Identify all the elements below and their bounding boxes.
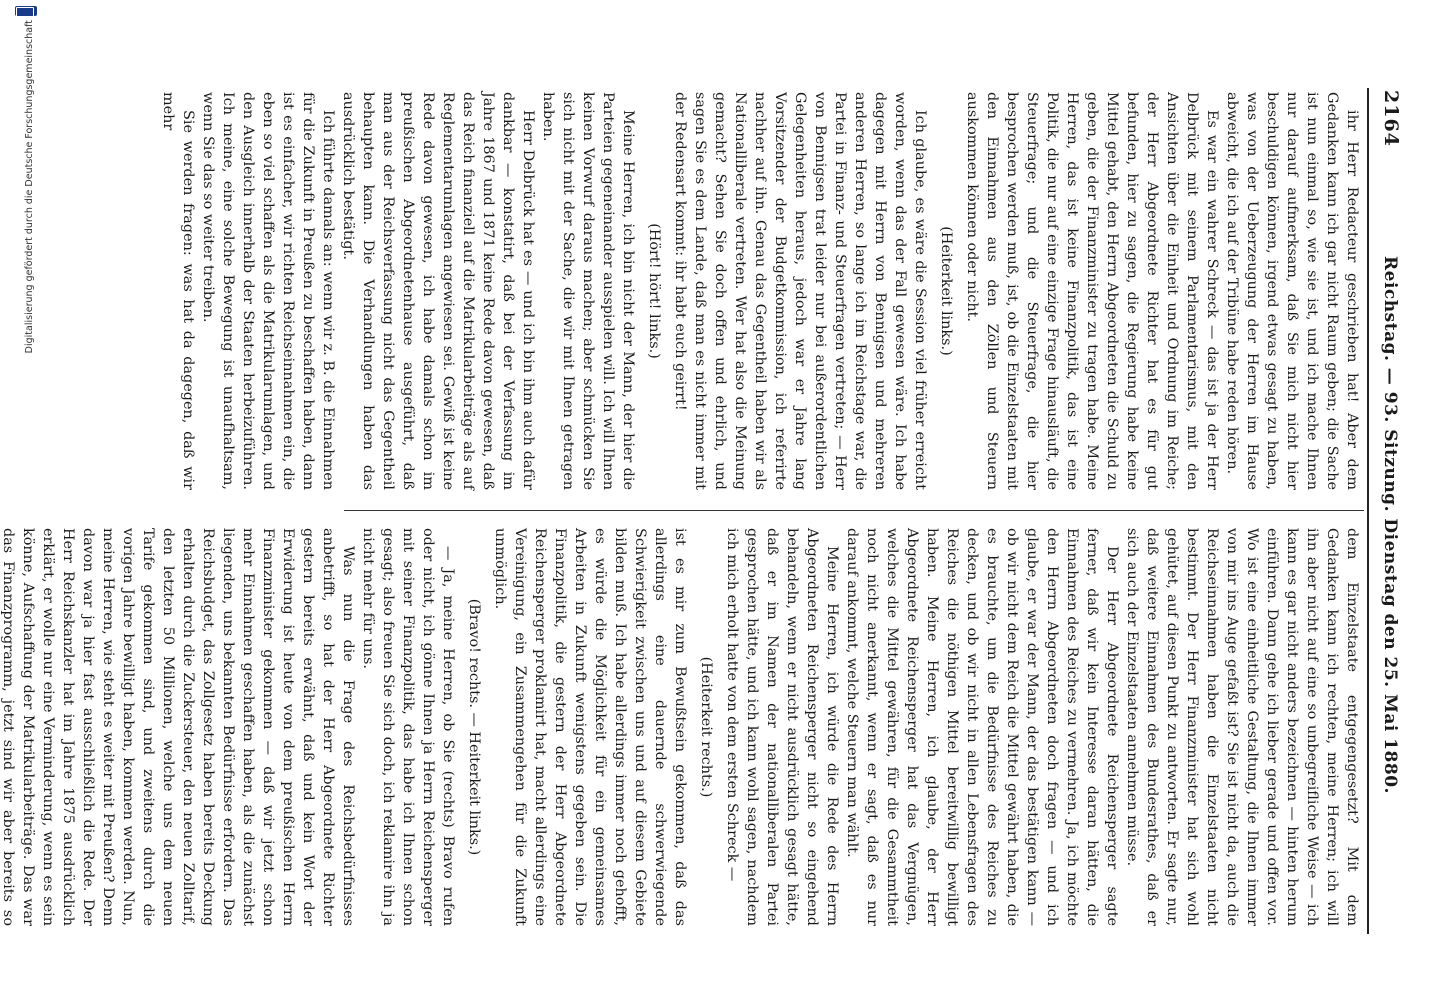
paragraph: Sie werden fragen: was hat da dagegen, daß wir mehr (160, 92, 196, 490)
paragraph: — Ja, meine Herren, ob Sie (rechts) Bravo rufen oder nicht, ich gönne Ihnen ja Herrn Reichensperger mit seiner Finanzpolitik, das habe ich Ihnen schon gesagt; also freuen Sie sich doch, ich reklamire ihn ja nicht mehr für uns. (360, 528, 456, 926)
dfg-logo-icon (15, 6, 37, 16)
digitization-note: Digitalisierung gefördert durch die Deutsche Forschungsgemeinschaft (24, 20, 35, 354)
paragraph: Ich glaube, es wäre die Session viel früher erreicht worden, wenn das der Fall gewesen wäre. Ich habe dagegen mit Herrn von Bennigsen und mehreren anderen Herren, so lange ich im Reichstage war, die Partei in Finanz- und Steuerfragen vertreten; — Herr von Bennigsen trat leider nur bei außerordentlichen Gelegenheiten heraus, jedoch war er Jahre lang Vorsitzender der Budgetkommission, ich referirte nachher auf ihn. Genau das Gegentheil haben wir als Nationalliberale vertreten. Wer hat also die Meinung gemacht? Sehen Sie doch offen und ehrlich, und sagen Sie es dem Lande, daß man es nicht immer mit der Redensart kommt: ihr habt euch geirrt! (672, 92, 928, 490)
page-header (1376, 0, 1406, 1000)
paragraph: Der Herr Abgeordnete Reichensperger sagte ferner, daß wir kein Interesse daran hätten, die Einnahmen des Reiches zu vermehren. Ja, ich möchte den Herrn Abgeordneten doch fragen — und ich glaube, er war der Mann, der das bestätigen kann — ob wir nicht dem Reich die Mittel gewährt haben, die es brauchte, um die Bedürfnisse des Reiches zu decken, und ob wir nicht in allen Lebensfragen des Reiches die nöthigen Mittel bereitwillig bewilligt haben. Meine Herren, ich glaube, der Herr Abgeordnete Reichensperger hat das Vergnügen, welches die Mittel gewähren, für die Gesammtheit noch nicht anerkannt, wenn er sagt, daß es nur darauf ankommt, welche Steuern man wählt. (844, 528, 1120, 926)
page-number: 2164 (1380, 90, 1402, 147)
left-column (158, 92, 1362, 490)
right-column (0, 528, 1362, 926)
paragraph: Es war ein wahrer Schreck — das ist ja der Herr Delbrück mit seinem Parlamentarismus, mit den Ansichten über die Einheit und Ordnung im Reiche; der Herr Abgeordnete Richter hat es für gut befunden, hier zu sagen, die Regierung habe keine Mittel gehabt, den Herrn Abgeordneten die Schuld zu geben, die der Finanzminister zu tragen habe. Meine Herren, das ist keine Finanzpolitik, das ist eine Politik, die nur auf eine einzige Frage hinausläuft, die Steuerfrage; und die Steuerfrage, die hier besprochen werden muß, ist, ob die Einzelstaaten mit den Einnahmen aus den Zöllen und Steuern auskommen können oder nicht. (964, 92, 1220, 490)
paragraph: ihr Herr Redacteur geschrieben hat! Aber dem Gedanken kann ich gar nicht Raum geben; die Sache ist nun einmal so, wie sie ist, und ich mache Ihnen nur darauf aufmerksam, daß Sie mich nicht hier beschuldigen können, irgend etwas gesagt zu haben, was von der Ueberzeugung der Herren im Hause abweicht, die ich auf der Tribüne habe reden hören. (1224, 92, 1360, 490)
stage-cue: (Heiterkeit links.) (938, 226, 954, 356)
digitization-footer (15, 0, 37, 1000)
page-title: Reichstag. — 93. Sitzung. Dienstag den 25. Mai 1880. (1380, 256, 1400, 794)
stage-cue: (Heiterkeit rechts.) (698, 656, 714, 798)
paragraph: Was nun die Frage des Reichsbedürfnisses anbetrifft, so hat der Herr Abgeordnete Richter gestern bereits erwähnt, daß und kein Wort der Erwiderung ist heute von dem preußischen Herrn Finanzminister gekommen — daß wir jetzt schon mehr Einnahmen geschaffen haben, als die zunächst liegenden, uns bekannten Bedürfnisse erfordern. Das Reichsbudget, das Zollgesetz haben bereits Deckung erhalten durch die Zuckersteuer, den neuen Zolltarif, den letzten 50 Millionen, welche uns dem neuen Tarife gekommen sind, und zweitens durch die vorigen Jahre bewilligt haben, kommen werden. Nun, meine Herren, wie steht es weiter mit Preußen? Denn davon war ja hier fast ausschließlich die Rede. Der Herr Reichskanzler hat im Jahre 1875 ausdrücklich erklärt, er wolle nur eine Verminderung, wenn es sein könne, Aufschaffung der Matrikularbeiträge. Das war das Finanzprogramm, jetzt sind wir aber bereits so (0, 528, 356, 926)
paragraph: Meine Herren, ich bin nicht der Mann, der hier die Parteien gegeneinander ausspielen will. Ich will Ihnen keinen Vorwurf daraus machen; aber schmücken Sie sich nicht mit der Sache, die wir mit Ihnen getragen haben. (540, 92, 636, 490)
column-divider (344, 510, 1364, 511)
paragraph: Herr Delbrück hat es — und ich bin ihm auch dafür dankbar — konstatirt, daß bei der Verfassung im Jahre 1867 und 1871 keine Rede davon gewesen, daß das Reich finanziell auf die Matrikularbeiträge als auf Reglementarumlagen angewiesen sei. Gewiß ist keine Rede davon gewesen, ich habe damals schon im preußischen Abgeordnetenhause ausgeführt, daß man aus der Reichsverfassung nicht das Gegentheil behaupten kann. Die Verhandlungen haben das ausdrücklich bestätigt. (340, 92, 536, 490)
paragraph: Meine Herren, ich würde die Rede des Herrn Abgeordneten Reichensperger nicht so eingehend behandeln, wenn er nicht ausdrücklich gesagt hätte, daß er im Namen der nationalliberalen Partei gesprochen hätte, und ich kann wohl sagen, nachdem ich mich erholt hatte von dem ersten Schreck — (724, 528, 840, 926)
stage-cue: (Hört! hört! links.) (646, 223, 662, 359)
paragraph: dem Einzelstaate entgegengesetzt? Mit dem Gedanken kann ich rechten, meine Herren; ich will ihn aber nicht auf eine so unbegreifliche Weise — ich kann es gar nicht anders bezeichnen — hinten herum einführen. Dann gehe ich lieber gerade und offen vor. Wo ist eine einheitliche Gestaltung, die Ihnen immer von mir ins Auge gefaßt ist? Sie ist nicht da, auch die Reichseinnahmen haben die Einzelstaaten nicht bestimmt. Der Herr Finanzminister hat sich wohl gehütet, auf diesen Punkt zu antworten. Er sagte nur, daß weitere Einnahmen des Bundesrathes, daß er sich auch der Einzelstaaten annehmen müsse. (1124, 528, 1360, 926)
stage-cue: (Bravo! rechts. — Heiterkeit links.) (466, 598, 482, 856)
header-rule (1367, 88, 1369, 934)
paragraph: ist es mir zum Bewußtsein gekommen, daß das allerdings eine dauernde schwerwiegende Schwierigkeit zwischen uns und auf diesem Gebiete bilden muß. Ich habe allerdings immer noch gehofft, es würde die Möglichkeit für ein gemeinsames Arbeiten in Zukunft wenigstens gegeben sein. Die Finanzpolitik, die gestern der Herr Abgeordnete Reichensperger proklamirt hat, macht allerdings eine Vereinigung, ein Zusammengehen für die Zukunft unmöglich. (492, 528, 688, 926)
paragraph: Ich führte damals an: wenn wir z. B. die Einnahmen für die Zukunft in Preußen zu beschaffen haben, dann ist es einfacher, wir richten Reichseinnahmen ein, die eben so viel schaffen als die Matrikularumlagen, und den Ausgleich innerhalb der Staaten herbeizuführen. Ich meine, eine solche Bewegung ist unaufhaltsam, wenn Sie das so weiter treiben. (200, 92, 336, 490)
